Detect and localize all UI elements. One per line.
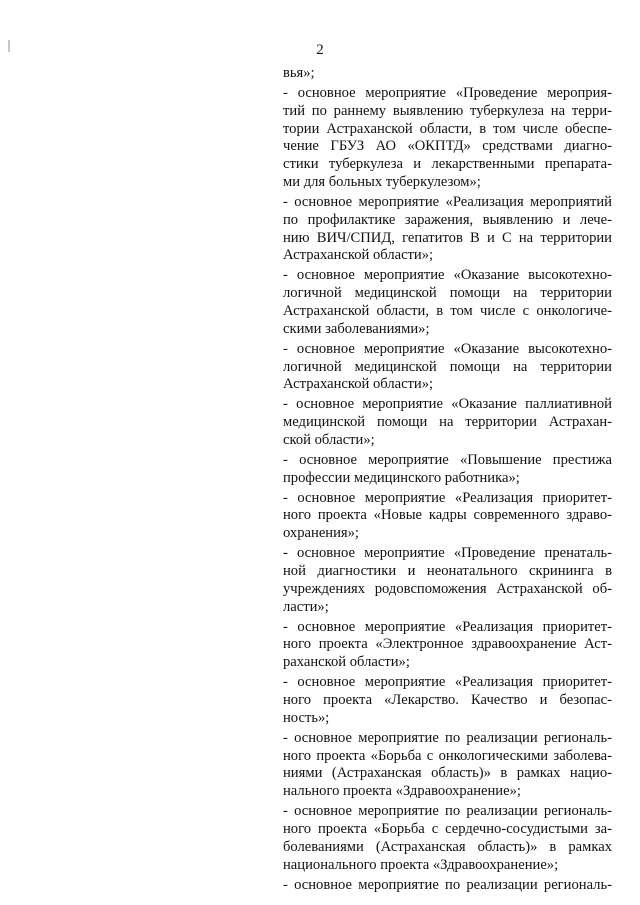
text-line: болеваниями (Астраханская область)» в рамках xyxy=(283,838,612,855)
text-line: - основное мероприятие «Проведение пренаталь- xyxy=(283,545,612,562)
paragraph xyxy=(283,490,612,543)
text-line: - основное мероприятие «Реализация мероприятий xyxy=(283,193,612,210)
paragraph xyxy=(283,803,612,874)
text-line: ного проекта «Электронное здравоохранение Аст- xyxy=(283,636,612,653)
paragraph xyxy=(283,85,612,192)
text-line: - основное мероприятие «Реализация приоритет- xyxy=(283,674,612,691)
text-line: нального проекта «Здравоохранение»; xyxy=(283,783,521,800)
text-line: тий по раннему выявлению туберкулеза на терри- xyxy=(283,102,612,119)
text-line: тории Астраханской области, в том числе обеспе- xyxy=(283,120,612,137)
paragraph xyxy=(283,674,612,727)
text-line: ниями (Астраханская область)» в рамках нацио- xyxy=(283,765,612,782)
paragraph xyxy=(283,341,612,394)
paragraph xyxy=(283,194,612,265)
text-line: - основное мероприятие «Оказание паллиативной xyxy=(283,396,612,413)
text-line: - основное мероприятие «Оказание высокотехно- xyxy=(283,267,612,284)
text-line: - основное мероприятие по реализации региональ- xyxy=(283,876,612,893)
text-line: скими заболеваниями»; xyxy=(283,320,430,337)
text-line: Астраханской области, в том числе с онкологиче- xyxy=(283,302,612,319)
text-line: стики туберкулеза и лекарственными препарата- xyxy=(283,156,612,173)
document-body xyxy=(283,65,612,896)
paragraph xyxy=(283,545,612,616)
text-line: раханской области»; xyxy=(283,654,410,671)
text-line: ного проекта «Новые кадры современного здраво- xyxy=(283,507,612,524)
text-line: - основное мероприятие по реализации региональ- xyxy=(283,803,612,820)
text-line: нию ВИЧ/СПИД, гепатитов В и С на территории xyxy=(283,229,612,246)
text-line: - основное мероприятие «Реализация приоритет- xyxy=(283,618,612,635)
text-line: - основное мероприятие «Реализация приоритет- xyxy=(283,489,612,506)
text-line: чение ГБУЗ АО «ОКПТД» средствами диагно- xyxy=(283,138,612,155)
text-line: ми для больных туберкулезом»; xyxy=(283,173,481,190)
text-line: вья»; xyxy=(283,65,315,81)
text-line: ного проекта «Лекарство. Качество и безопас- xyxy=(283,691,612,708)
text-line: логичной медицинской помощи на территории xyxy=(283,358,612,375)
text-line: - основное мероприятие «Повышение престижа xyxy=(283,451,612,468)
text-line: ного проекта «Борьба с онкологическими заболева- xyxy=(283,747,612,764)
text-line: ской области»; xyxy=(283,431,375,448)
paragraph xyxy=(283,730,612,801)
page-number: 2 xyxy=(316,42,324,58)
text-line: ласти»; xyxy=(283,598,329,615)
text-line: - основное мероприятие «Оказание высокотехно- xyxy=(283,340,612,357)
text-line: национального проекта «Здравоохранение»; xyxy=(283,856,559,873)
text-line: охранения»; xyxy=(283,525,359,542)
text-line: медицинской помощи на территории Астрахан- xyxy=(283,414,612,431)
paragraph xyxy=(283,267,612,338)
paragraph xyxy=(283,65,612,83)
paragraph xyxy=(283,619,612,672)
text-line: ность»; xyxy=(283,709,330,726)
text-line: Астраханской области»; xyxy=(283,247,434,264)
text-line: - основное мероприятие «Проведение мероприя- xyxy=(283,84,612,101)
text-line: учреждениях родовспоможения Астраханской об- xyxy=(283,580,612,597)
text-line: по профилактике заражения, выявлению и лече- xyxy=(283,211,612,228)
text-line: профессии медицинского работника»; xyxy=(283,469,520,486)
text-line: логичной медицинской помощи на территории xyxy=(283,285,612,302)
text-line: Астраханской области»; xyxy=(283,376,434,393)
text-line: ного проекта «Борьба с сердечно-сосудистыми за- xyxy=(283,820,612,837)
text-line: ной диагностики и неонатального скрининга в xyxy=(283,563,612,580)
text-line: - основное мероприятие по реализации региональ- xyxy=(283,729,612,746)
paragraph xyxy=(283,877,612,895)
paragraph xyxy=(283,452,612,488)
paragraph xyxy=(283,396,612,449)
